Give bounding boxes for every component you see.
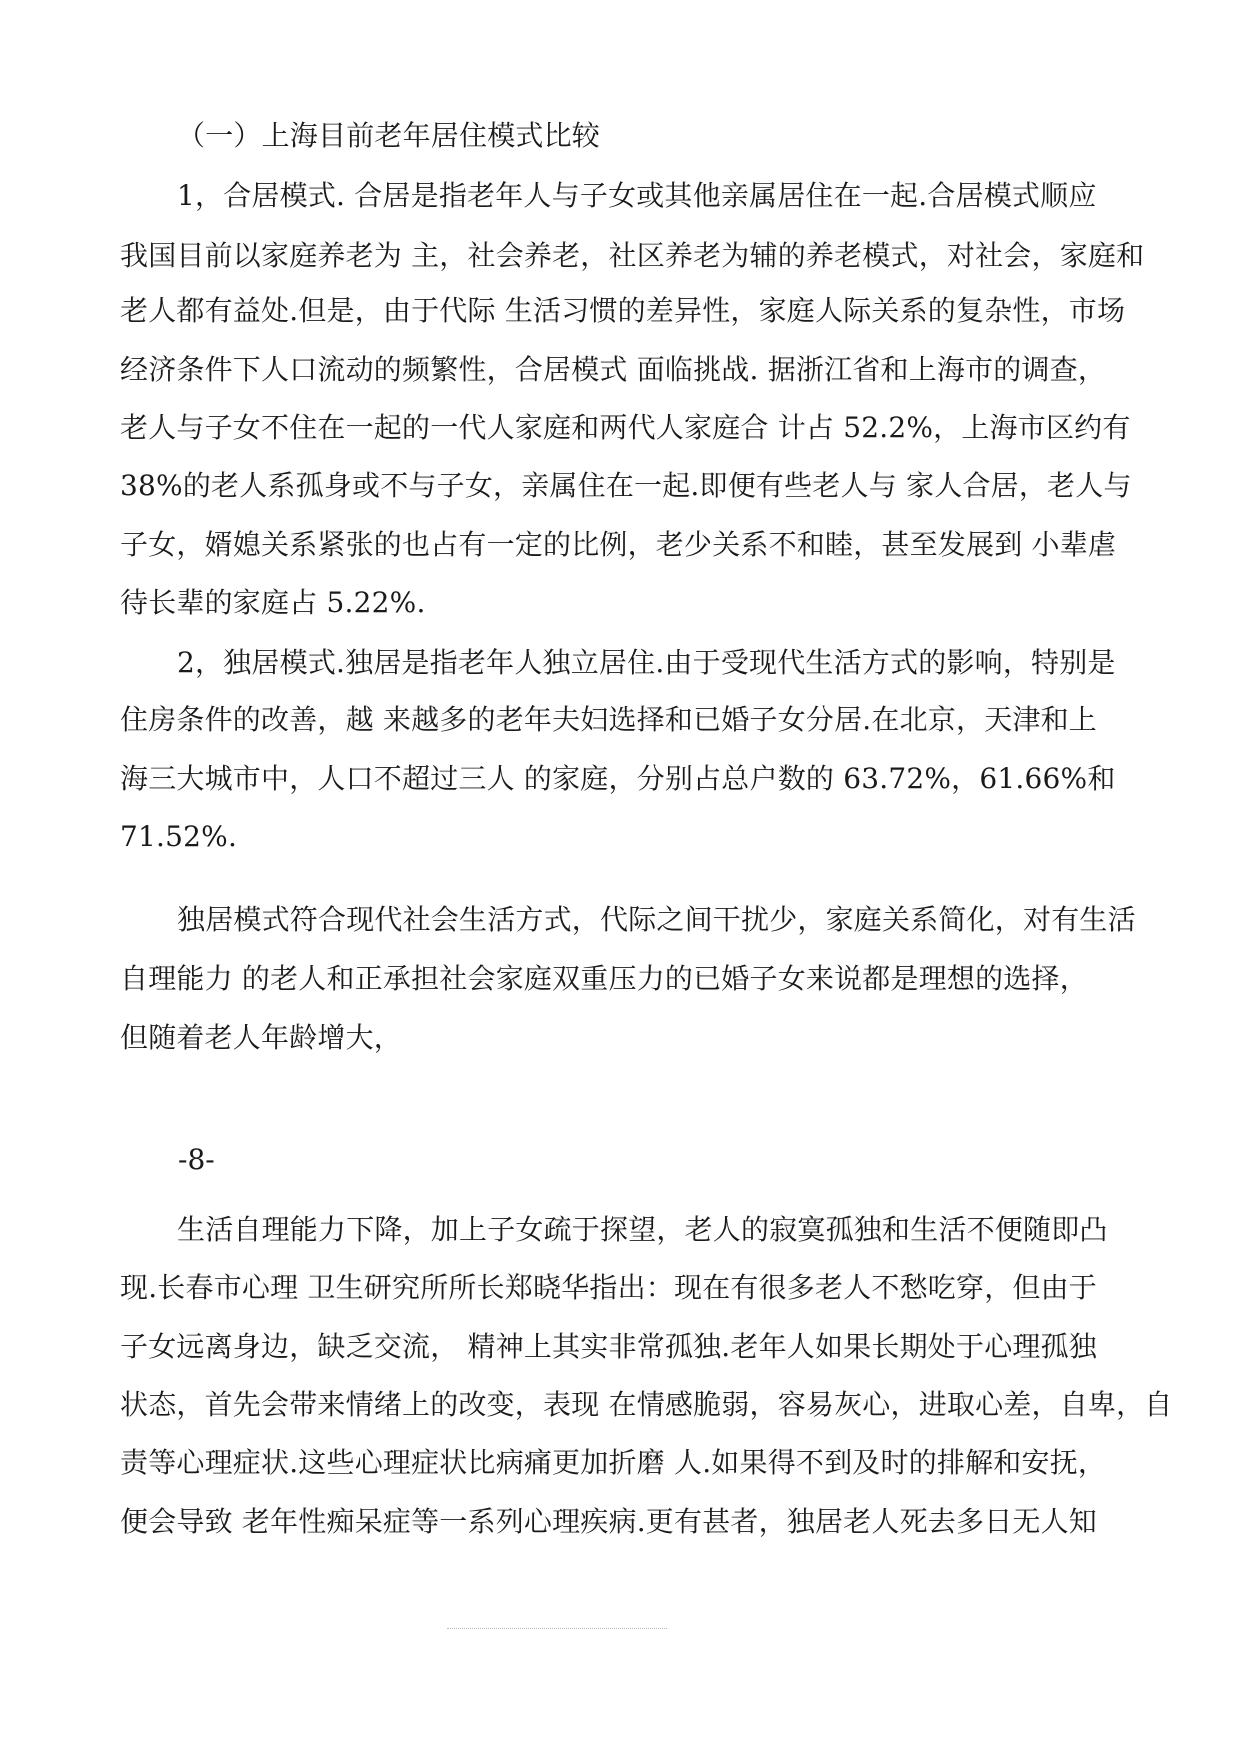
paragraph-line: 便会导致 老年性痴呆症等一系列心理疾病.更有甚者，独居老人死去多日无人知: [120, 1505, 1098, 1538]
paragraph-line: 1，合居模式. 合居是指老年人与子女或其他亲属居住在一起.合居模式顺应: [177, 179, 1097, 212]
footer-rule: [447, 1628, 667, 1629]
paragraph-line: 海三大城市中，人口不超过三人 的家庭，分别占总户数的 63.72%，61.66%和: [120, 762, 1116, 795]
section-heading: （一）上海目前老年居住模式比较: [177, 119, 601, 152]
paragraph-line: 现.长春市心理 卫生研究所所长郑晓华指出：现在有很多老人不愁吃穿，但由于: [120, 1271, 1098, 1304]
paragraph-line: 老人与子女不住在一起的一代人家庭和两代人家庭合 计占 52.2%，上海市区约有: [120, 411, 1131, 444]
paragraph-line: 责等心理症状.这些心理症状比病痛更加折磨 人.如果得不到及时的排解和安抚，: [120, 1446, 1107, 1479]
paragraph-line: 38%的老人系孤身或不与子女，亲属住在一起.即便有些老人与 家人合居，老人与: [120, 469, 1132, 502]
paragraph-line: 子女远离身边，缺乏交流， 精神上其实非常孤独.老年人如果长期处于心理孤独: [120, 1330, 1098, 1363]
paragraph-line: 我国目前以家庭养老为 主，社会养老，社区养老为辅的养老模式，对社会，家庭和: [120, 239, 1145, 272]
page-number: -8-: [178, 1143, 215, 1176]
paragraph-line: 2，独居模式.独居是指老年人独立居住.由于受现代生活方式的影响，特别是: [177, 646, 1116, 679]
paragraph-line: 经济条件下人口流动的频繁性，合居模式 面临挑战. 据浙江省和上海市的调查，: [120, 353, 1107, 386]
paragraph-line: 住房条件的改善，越 来越多的老年夫妇选择和已婚子女分居.在北京，天津和上: [120, 703, 1098, 736]
paragraph-line: 71.52%.: [120, 820, 238, 853]
paragraph-line: 状态，首先会带来情绪上的改变，表现 在情感脆弱，容易灰心，进取心差，自卑，自: [120, 1388, 1173, 1421]
paragraph-line: 但随着老人年龄增大，: [120, 1021, 403, 1054]
paragraph-line: 待长辈的家庭占 5.22%.: [120, 586, 426, 619]
paragraph-line: 自理能力 的老人和正承担社会家庭双重压力的已婚子女来说都是理想的选择，: [120, 962, 1088, 995]
paragraph-line: 子女，婿媳关系紧张的也占有一定的比例，老少关系不和睦，甚至发展到 小辈虐: [120, 528, 1117, 561]
paragraph-line: 独居模式符合现代社会生活方式，代际之间干扰少，家庭关系简化，对有生活: [177, 903, 1136, 936]
paragraph-line: 老人都有益处.但是，由于代际 生活习惯的差异性，家庭人际关系的复杂性，市场: [120, 294, 1126, 327]
paragraph-line: 生活自理能力下降，加上子女疏于探望，老人的寂寞孤独和生活不便随即凸: [177, 1213, 1108, 1246]
